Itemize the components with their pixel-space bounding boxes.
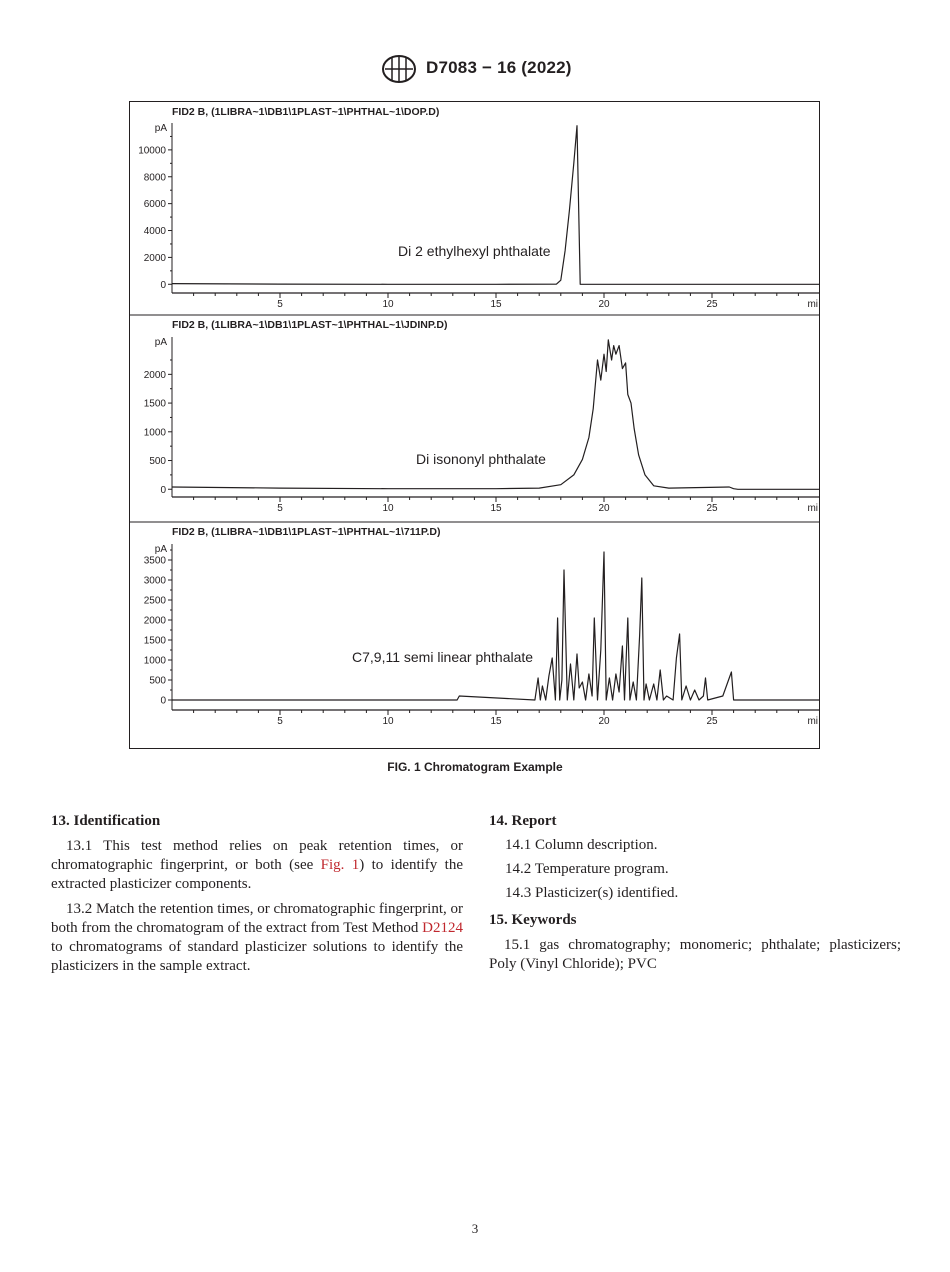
- section-heading-report: 14. Report: [489, 813, 557, 829]
- x-axis-label: mi: [807, 299, 818, 310]
- x-tick-label: 25: [706, 503, 718, 514]
- x-tick-label: 25: [706, 716, 718, 727]
- x-tick-label: 10: [382, 299, 394, 310]
- paragraph-text: 13.2 Match the retention times, or chromatographic fingerprint, or both from the chromatogram of the extract from Test Method: [51, 901, 463, 936]
- y-tick-label: 0: [160, 484, 166, 496]
- chromatogram-figure: [129, 101, 820, 749]
- paragraph-13-1: [51, 837, 463, 894]
- section-heading-keywords: 15. Keywords: [489, 912, 577, 928]
- y-tick-label: 1500: [143, 635, 166, 647]
- y-axis-label: pA: [154, 337, 167, 348]
- y-tick-label: 10000: [138, 145, 166, 157]
- x-tick-label: 10: [382, 716, 394, 727]
- y-tick-label: 0: [160, 695, 166, 707]
- section-heading-identification: 13. Identification: [51, 813, 161, 829]
- x-axis-label: mi: [807, 716, 818, 727]
- x-tick-label: 5: [277, 503, 283, 514]
- y-tick-label: 2000: [143, 615, 166, 627]
- y-tick-label: 1000: [143, 655, 166, 667]
- chromatogram-panel-711p: [144, 526, 820, 727]
- y-tick-label: 500: [149, 456, 166, 468]
- x-tick-label: 5: [277, 299, 283, 310]
- report-item: 14.1 Column description.: [505, 837, 658, 853]
- y-tick-label: 8000: [143, 172, 166, 184]
- astm-logo-icon: [381, 54, 417, 84]
- x-tick-label: 15: [490, 503, 502, 514]
- y-tick-label: 6000: [143, 199, 166, 211]
- paragraph-13-2: [51, 900, 463, 976]
- series-line: [172, 552, 820, 700]
- keywords-paragraph: 15.1 gas chromatography; monomeric; phthalate; plasticizers; Poly (Vinyl Chloride); PVC: [489, 937, 901, 972]
- y-tick-label: 3500: [143, 555, 166, 567]
- y-axis-label: pA: [154, 544, 167, 555]
- x-tick-label: 15: [490, 716, 502, 727]
- y-tick-label: 1000: [143, 427, 166, 439]
- y-tick-label: 1500: [143, 398, 166, 410]
- document-id: D7083 − 16 (2022): [426, 58, 572, 77]
- y-tick-label: 2000: [143, 369, 166, 381]
- standard-link[interactable]: D2124: [422, 920, 463, 936]
- series-line: [172, 126, 820, 285]
- y-tick-label: 2500: [143, 595, 166, 607]
- x-tick-label: 20: [598, 503, 610, 514]
- x-tick-label: 15: [490, 299, 502, 310]
- chromatogram-panel-dop: [138, 106, 820, 310]
- chart-title: FID2 B, (1LIBRA~1\DB1\1PLAST~1\PHTHAL~1\DOP.D): [172, 106, 440, 118]
- peak-annotation: Di 2 ethylhexyl phthalate: [398, 243, 551, 259]
- x-tick-label: 5: [277, 716, 283, 727]
- y-tick-label: 0: [160, 279, 166, 291]
- x-tick-label: 20: [598, 716, 610, 727]
- report-item: 14.2 Temperature program.: [505, 861, 669, 877]
- page-header: [0, 54, 950, 84]
- chart-title: FID2 B, (1LIBRA~1\DB1\1PLAST~1\PHTHAL~1\711P.D): [172, 526, 441, 538]
- paragraph-text: to chromatograms of standard plasticizer solutions to identify the plasticizers in the sample extract.: [51, 939, 463, 974]
- figure-link[interactable]: Fig. 1: [320, 857, 360, 873]
- chromatogram-panel-dinp: [144, 319, 820, 514]
- right-column: [489, 812, 901, 974]
- y-tick-label: 2000: [143, 252, 166, 264]
- x-axis-label: mi: [807, 503, 818, 514]
- peak-annotation: Di isononyl phthalate: [416, 451, 546, 467]
- page-number: 3: [471, 1221, 479, 1236]
- y-tick-label: 3000: [143, 575, 166, 587]
- y-tick-label: 500: [149, 675, 166, 687]
- y-axis-label: pA: [154, 123, 167, 134]
- paragraph-text: 13.1 This test method relies on peak retention times, or chromatographic fingerprint, or both (see: [51, 838, 463, 873]
- report-item: 14.3 Plasticizer(s) identified.: [505, 885, 679, 901]
- figure-caption: FIG. 1 Chromatogram Example: [387, 760, 563, 774]
- paragraph-text: ) to identify the extracted plasticizer components.: [51, 857, 463, 892]
- left-column: [51, 812, 463, 976]
- x-tick-label: 25: [706, 299, 718, 310]
- peak-annotation: C7,9,11 semi linear phthalate: [352, 649, 534, 665]
- chart-title: FID2 B, (1LIBRA~1\DB1\1PLAST~1\PHTHAL~1\JDINP.D): [172, 319, 448, 331]
- y-tick-label: 4000: [143, 226, 166, 238]
- x-tick-label: 10: [382, 503, 394, 514]
- x-tick-label: 20: [598, 299, 610, 310]
